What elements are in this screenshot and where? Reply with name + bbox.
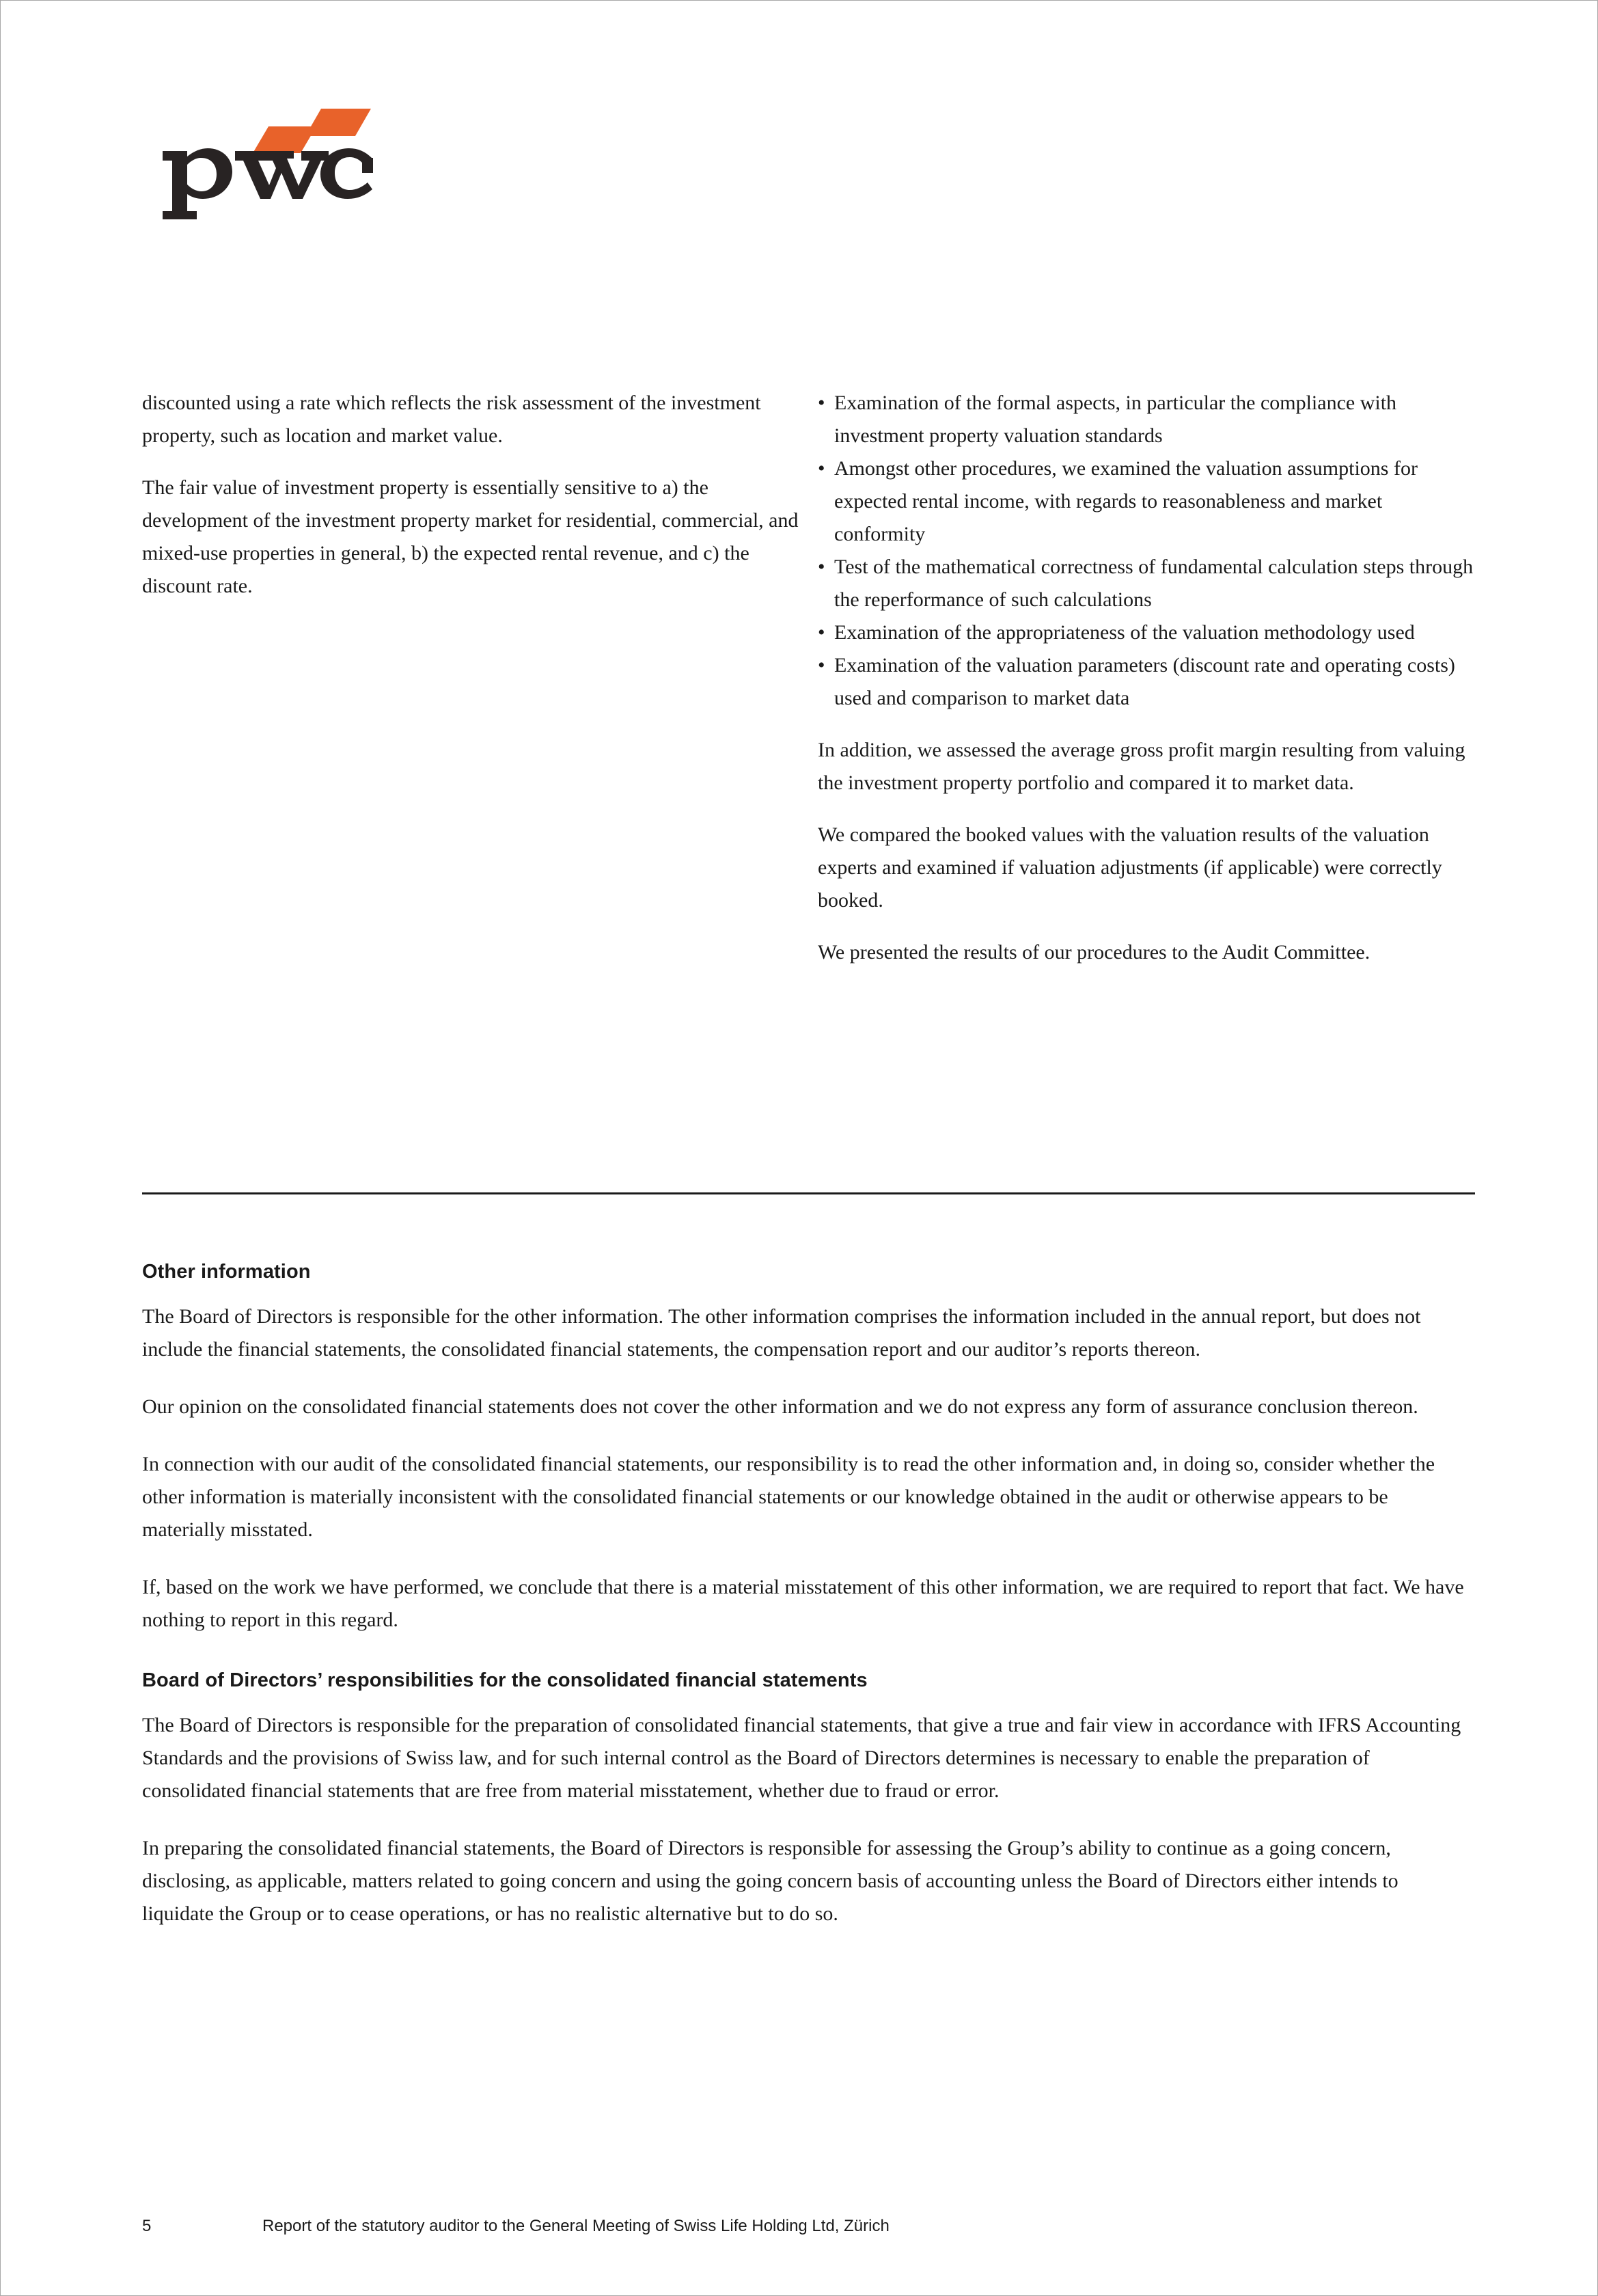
pwc-logo [142, 98, 388, 234]
kam-right-column [818, 387, 1475, 969]
list-item-text: Amongst other procedures, we examined the valuation assumptions for expected rental income, with regards to reasonableness and market conformity [834, 457, 1418, 545]
right-paragraph-2: We compared the booked values with the valuation results of the valuation experts and examined if valuation adjustments (if applicable) were correctly booked. [818, 823, 1442, 912]
footer-page-number: 5 [142, 2217, 152, 2235]
list-item [818, 452, 1475, 551]
section-divider [142, 1192, 1475, 1194]
bullet-icon: • [818, 556, 825, 578]
list-item [818, 551, 1475, 616]
bullet-icon: • [818, 392, 825, 414]
main-content [142, 1258, 1475, 1955]
heading-other-information: Other information [142, 1261, 311, 1283]
footer-title: Report of the statutory auditor to the General Meeting of Swiss Life Holding Ltd, Zürich [262, 2217, 890, 2235]
right-paragraph-3: We presented the results of our procedures to the Audit Committee. [818, 941, 1370, 964]
left-paragraph-1: discounted using a rate which reflects the risk assessment of the investment property, such as location and market value. [142, 392, 761, 447]
bullet-icon: • [818, 654, 825, 676]
other-information-paragraph-2: Our opinion on the consolidated financial statements does not cover the other information and we do not express any form of assurance conclusion thereon. [142, 1395, 1418, 1418]
board-responsibilities-paragraph-1: The Board of Directors is responsible for the preparation of consolidated financial statements, that give a true and fair view in accordance with IFRS Accounting Standards and the provisions of Swiss law, and for such internal control as the Board of Directors determines is necessary to enable the preparation of consolidated financial statements that are free from material misstatement, whether due to fraud or error. [142, 1714, 1461, 1802]
board-responsibilities-paragraph-2: In preparing the consolidated financial statements, the Board of Directors is responsible for assessing the Group’s ability to continue as a going concern, disclosing, as applicable, matters related to going concern and using the going concern basis of accounting unless the Board of Directors either intends to liquidate the Group or to cease operations, or has no realistic alternative but to do so. [142, 1837, 1399, 1925]
left-paragraph-2: The fair value of investment property is essentially sensitive to a) the development of the investment property market for residential, commercial, and mixed-use properties in general, b) the expected rental revenue, and c) the discount rate. [142, 476, 799, 597]
list-item-text: Test of the mathematical correctness of fundamental calculation steps through the reperformance of such calculations [834, 556, 1474, 611]
list-item [818, 387, 1475, 452]
list-item [818, 616, 1475, 649]
page-footer [142, 2215, 1475, 2238]
heading-board-responsibilities: Board of Directors’ responsibilities for the consolidated financial statements [142, 1669, 868, 1691]
two-column-kam-block [142, 387, 1475, 969]
list-item [818, 649, 1475, 715]
list-item-text: Examination of the valuation parameters (discount rate and operating costs) used and comparison to market data [834, 654, 1455, 709]
kam-left-column [142, 387, 800, 969]
other-information-paragraph-1: The Board of Directors is responsible for the other information. The other information comprises the information included in the annual report, but does not include the financial statements, the consolidated financial statements, the compensation report and our auditor’s reports thereon. [142, 1305, 1421, 1361]
right-paragraph-1: In addition, we assessed the average gross profit margin resulting from valuing the investment property portfolio and compared it to market data. [818, 739, 1465, 794]
audit-procedures-bullet-list [818, 387, 1475, 715]
list-item-text: Examination of the appropriateness of the valuation methodology used [834, 621, 1415, 644]
bullet-icon: • [818, 621, 825, 644]
pwc-logo-icon [142, 98, 388, 234]
other-information-paragraph-3: In connection with our audit of the consolidated financial statements, our responsibility is to read the other information and, in doing so, consider whether the other information is materially inconsistent with the consolidated financial statements or our knowledge obtained in the audit or otherwise appears to be materially misstated. [142, 1453, 1435, 1541]
bullet-icon: • [818, 457, 825, 480]
other-information-paragraph-4: If, based on the work we have performed, we conclude that there is a material misstatement of this other information, we are required to report that fact. We have nothing to report in this regard. [142, 1576, 1464, 1631]
list-item-text: Examination of the formal aspects, in particular the compliance with investment property valuation standards [834, 392, 1397, 447]
